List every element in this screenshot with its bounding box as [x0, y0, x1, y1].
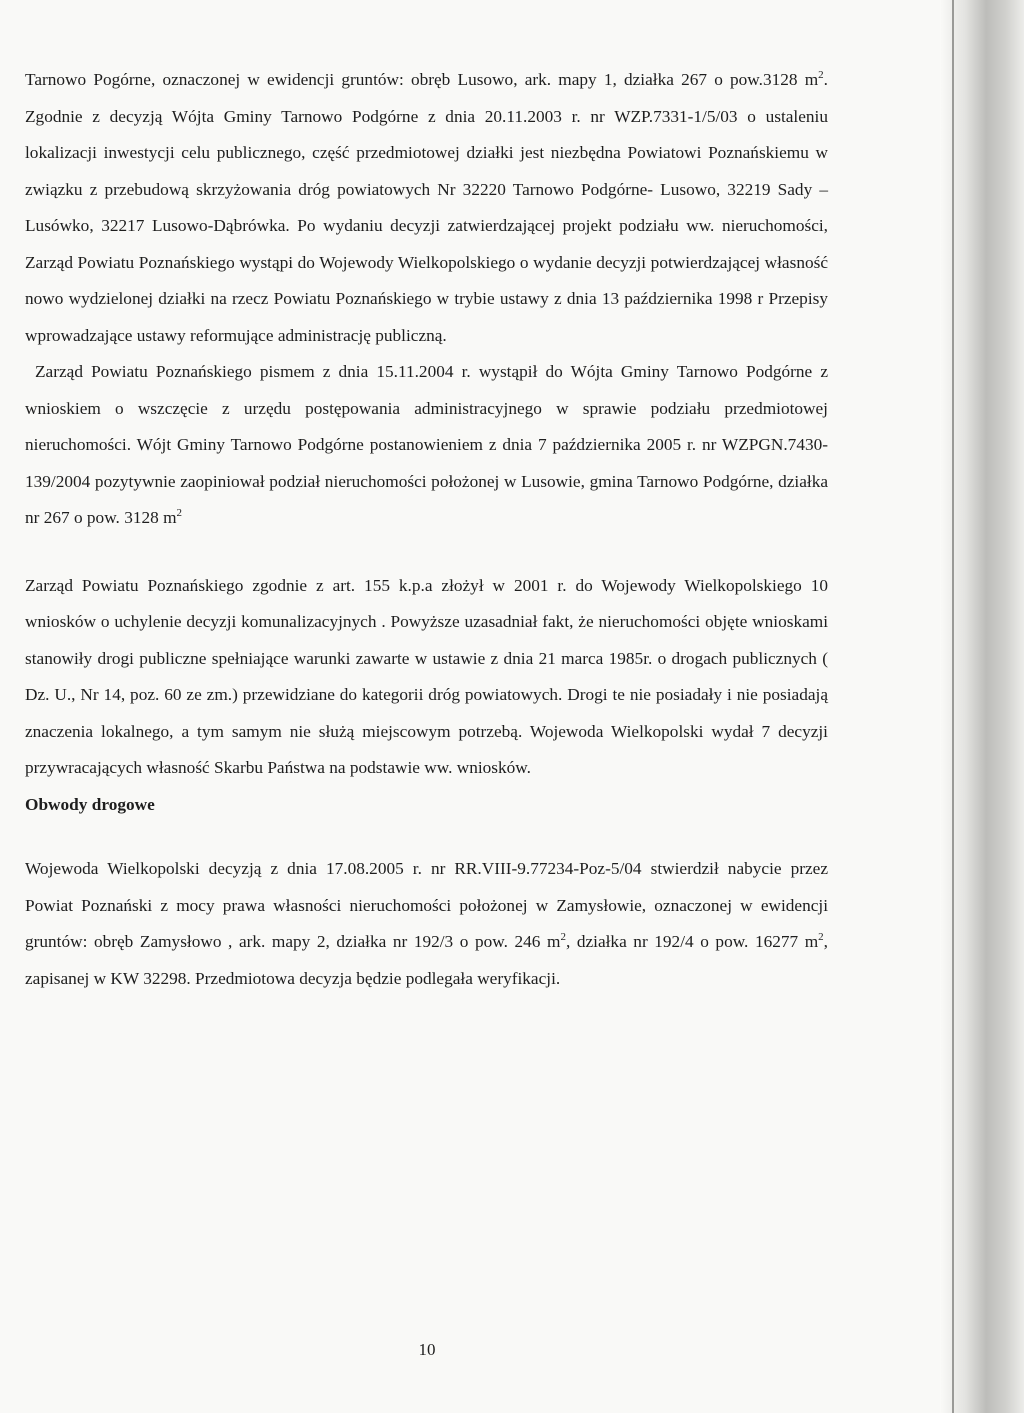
paragraph-1-text: Tarnowo Pogórne, oznaczonej w ewidencji gruntów: obręb Lusowo, ark. mapy 1, działka 267 o pow.3128 m: [25, 70, 819, 89]
paragraph-1-tail: . Zgodnie z decyzją Wójta Gminy Tarnowo Podgórne z dnia 20.11.2003 r. nr WZP.7331-1/5/03 o ustaleniu lokalizacji inwestycji celu publicznego, część przedmiotowej działki jest niezbędna Powiatowi Poznańskiemu w związku z przebudową skrzyżowania dróg powiatowych Nr 32220 Tarnowo Podgórne- Lusowo, 32219 Sady – Lusówko, 32217 Lusowo-Dąbrówka. Po wydaniu decyzji zatwierdzającej projekt podziału ww. nieruchomości, Zarząd Powiatu Poznańskiego wystąpi do Wojewody Wielkopolskiego o wydanie decyzji potwierdzającej własność nowo wydzielonej działki na rzecz Powiatu Poznańskiego w trybie ustawy z dnia 13 października 1998 r Przepisy wprowadzające ustawy reformujące administrację publiczną.: [25, 70, 828, 345]
page-edge-line: [952, 0, 954, 1413]
paragraph-4: [25, 851, 828, 997]
paragraph-3: [25, 568, 828, 787]
superscript: 2: [560, 931, 566, 944]
document-body: [25, 62, 828, 997]
page-number: 10: [418, 1340, 436, 1359]
paragraph-1: [25, 62, 828, 354]
superscript: 2: [818, 931, 824, 944]
paragraph-3-text: Zarząd Powiatu Poznańskiego zgodnie z art. 155 k.p.a złożył w 2001 r. do Wojewody Wielkopolskiego 10 wniosków o uchylenie decyzji komunalizacyjnych . Powyższe uzasadniał fakt, że nieruchomości objęte wnioskami stanowiły drogi publiczne spełniające warunki zawarte w ustawie z dnia 21 marca 1985r. o drogach publicznych ( Dz. U., Nr 14, poz. 60 ze zm.) przewidziane do kategorii dróg powiatowych. Drogi te nie posiadały i nie posiadają znaczenia lokalnego, a tym samym nie służą miejscowym potrzebą. Wojewoda Wielkopolski wydał 7 decyzji przywracających własność Skarbu Państwa na podstawie ww. wniosków.: [25, 575, 828, 777]
paragraph-2-text: Zarząd Powiatu Poznańskiego pismem z dnia 15.11.2004 r. wystąpił do Wójta Gminy Tarnowo Podgórne z wnioskiem o wszczęcie z urzędu postępowania administracyjnego w sprawie podziału przedmiotowej nieruchomości. Wójt Gminy Tarnowo Podgórne postanowieniem z dnia 7 października 2005 r. nr WZPGN.7430-139/2004 pozytywnie zaopiniował podział nieruchomości położonej w Lusowie, gmina Tarnowo Podgórne, działka nr 267 o pow. 3128 m: [25, 362, 828, 527]
superscript: 2: [818, 69, 824, 82]
section-heading: Obwody drogowe: [25, 794, 155, 814]
paragraph-4-part-3: , zapisanej w KW 32298. Przedmiotowa decyzja będzie podlegała weryfikacji.: [25, 932, 828, 988]
superscript: 2: [176, 507, 183, 520]
paragraph-4-part-1: Wojewoda Wielkopolski decyzją z dnia 17.08.2005 r. nr RR.VIII-9.77234-Poz-5/04 stwierdził nabycie przez Powiat Poznański z mocy prawa własności nieruchomości położonej w Zamysłowie, oznaczonej w ewidencji gruntów: obręb Zamysłowo , ark. mapy 2, działka nr 192/3 o pow. 246 m: [25, 859, 828, 951]
paragraph-4-part-2: , działka nr 192/4 o pow. 16277 m: [565, 932, 819, 951]
paragraph-2: [25, 354, 828, 537]
